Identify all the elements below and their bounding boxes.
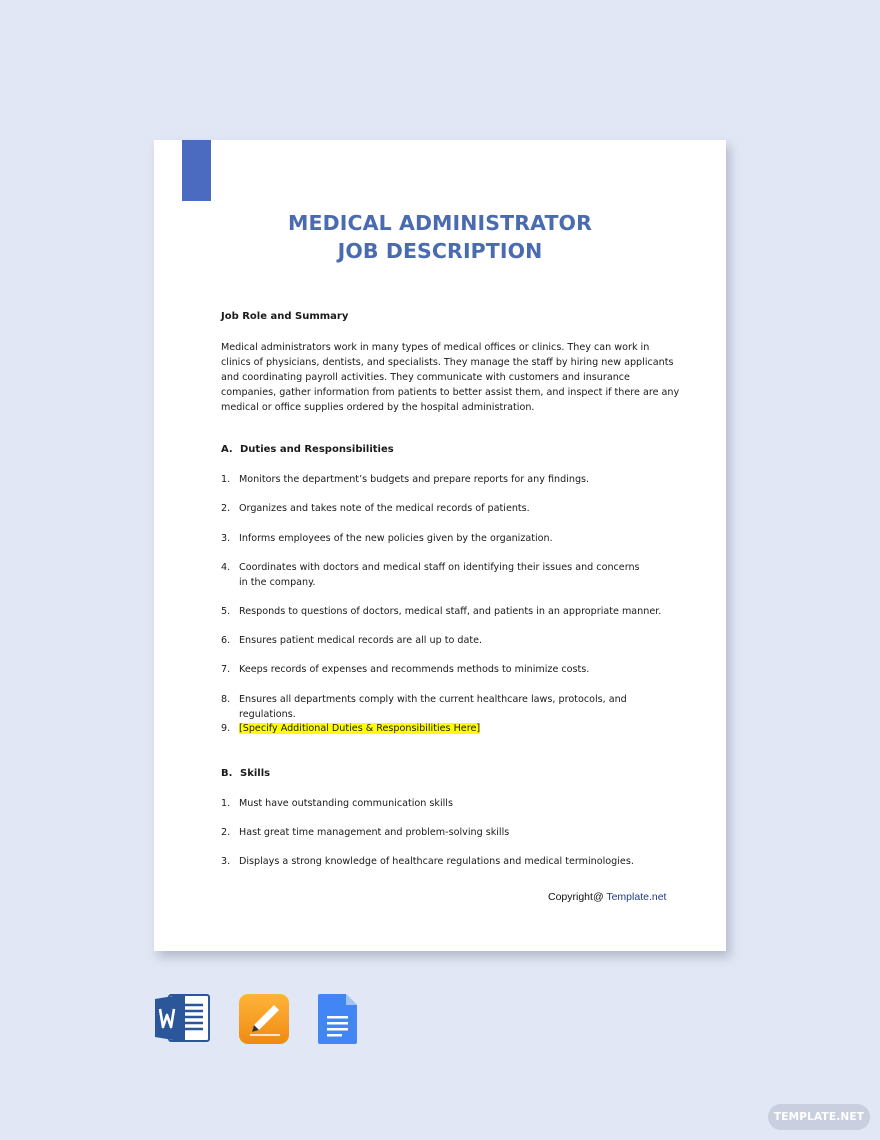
highlighted-placeholder: [Specify Additional Duties & Responsibilities Here] <box>239 723 481 734</box>
title-line-1: MEDICAL ADMINISTRATOR <box>288 211 592 235</box>
duty-text: Organizes and takes note of the medical records of patients. <box>239 503 530 514</box>
accent-bar <box>182 140 211 201</box>
duty-text: Coordinates with doctors and medical staff on identifying their issues and concerns in the company. <box>239 562 640 588</box>
duty-item <box>221 532 681 547</box>
skills-heading-text: Skills <box>240 768 271 779</box>
copyright-notice <box>548 891 666 903</box>
copyright-site: Template.net <box>606 891 667 903</box>
duty-number: 5. <box>221 606 231 617</box>
skill-number: 2. <box>221 827 231 838</box>
duty-number: 6. <box>221 635 231 646</box>
duty-number: 1. <box>221 474 231 485</box>
duties-heading-text: Duties and Responsibilities <box>240 444 394 455</box>
skill-text: Must have outstanding communication skills <box>239 798 453 809</box>
word-icon[interactable] <box>155 993 211 1048</box>
duty-item <box>221 502 681 517</box>
duty-item <box>221 605 681 620</box>
document-title <box>154 209 726 265</box>
google-docs-icon[interactable] <box>318 993 358 1050</box>
summary-heading: Job Role and Summary <box>221 311 349 322</box>
duty-number: 2. <box>221 503 231 514</box>
duty-text: Informs employees of the new policies given by the organization. <box>239 533 553 544</box>
summary-paragraph: Medical administrators work in many types of medical offices or clinics. They can work in clinics of physicians, dentists, and specialists. They manage the staff by hiring new applicants and coordinating payroll activities. They communicate with customers and insurance companies, gather information from patients to better assist them, and inspect if there are any medical or office supplies ordered by the hospital administration. <box>221 342 680 413</box>
duty-text: Monitors the department’s budgets and prepare reports for any findings. <box>239 474 590 485</box>
copyright-label: Copyright@ <box>548 891 604 903</box>
skill-item <box>221 797 681 812</box>
duty-text: Ensures patient medical records are all up to date. <box>239 635 483 646</box>
duty-text: Keeps records of expenses and recommends methods to minimize costs. <box>239 664 590 675</box>
title-line-2: JOB DESCRIPTION <box>337 239 543 263</box>
duty-text: Responds to questions of doctors, medical staff, and patients in an appropriate manner. <box>239 606 662 617</box>
duty-number: 4. <box>221 562 231 573</box>
duty-number: 9. <box>221 723 231 734</box>
duty-item <box>221 663 681 678</box>
duty-number: 3. <box>221 533 231 544</box>
skill-text: Hast great time management and problem-solving skills <box>239 827 510 838</box>
duty-item <box>221 722 681 737</box>
skill-item <box>221 826 681 841</box>
duty-text: Ensures all departments comply with the current healthcare laws, protocols, and regulations. <box>239 694 627 720</box>
skill-number: 1. <box>221 798 231 809</box>
duties-letter: A. <box>221 444 233 455</box>
skills-heading <box>221 768 270 779</box>
skill-number: 3. <box>221 856 231 867</box>
duty-number: 7. <box>221 664 231 675</box>
document-page <box>154 140 726 951</box>
duty-item <box>221 634 681 649</box>
duty-item <box>221 693 681 723</box>
template-net-badge[interactable]: TEMPLATE.NET <box>768 1104 870 1130</box>
duty-item <box>221 473 681 488</box>
duties-heading <box>221 444 394 455</box>
skill-item <box>221 855 681 870</box>
duty-number: 8. <box>221 694 231 705</box>
pages-icon[interactable] <box>238 993 290 1050</box>
skill-text: Displays a strong knowledge of healthcare regulations and medical terminologies. <box>239 856 634 867</box>
skills-letter: B. <box>221 768 233 779</box>
duty-item <box>221 561 641 591</box>
